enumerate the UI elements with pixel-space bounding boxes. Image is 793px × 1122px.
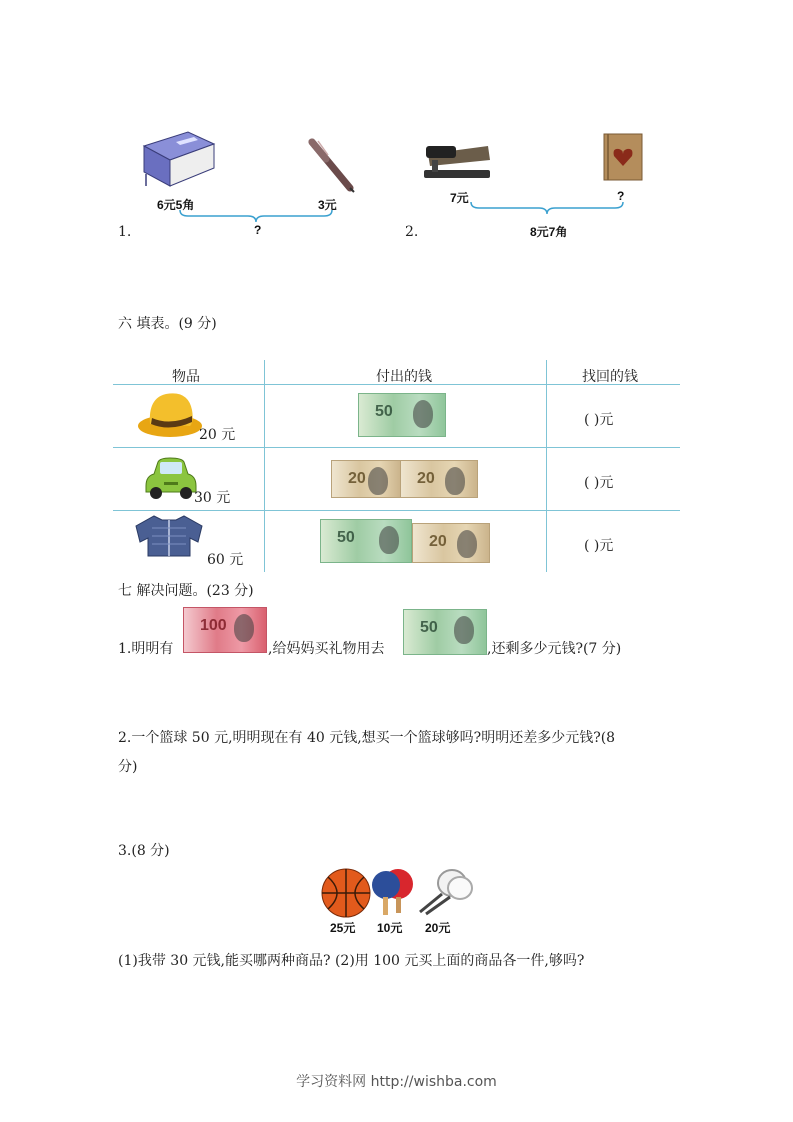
q2-line1: 2.一个篮球 50 元,明明现在有 40 元钱,想买一个篮球够吗?明明还差多少元钱?(8	[118, 730, 616, 746]
basketball-image	[320, 867, 372, 919]
row2-change: ( )元	[584, 475, 614, 491]
badminton-price: 20元	[425, 921, 451, 935]
banknote-20	[400, 460, 478, 498]
note-value: 50	[337, 529, 355, 546]
row3-change: ( )元	[584, 538, 614, 554]
table-header-change: 找回的钱	[582, 369, 638, 385]
p2-left-price: 7元	[450, 191, 469, 205]
banknote-20	[331, 460, 401, 498]
q2-line2: 分)	[118, 759, 138, 775]
note-value: 50	[375, 403, 393, 420]
q1-part-b: ,给妈妈买礼物用去	[268, 641, 385, 657]
sweater-image	[132, 514, 206, 558]
banknote-50	[358, 393, 446, 437]
basketball-price: 25元	[330, 921, 356, 935]
pen-image	[306, 138, 358, 194]
section7-title: 七 解决问题。(23 分)	[118, 583, 254, 599]
p1-left-price: 6元5角	[157, 198, 195, 212]
banknote-50	[320, 519, 412, 563]
stapler-image	[422, 140, 494, 184]
note-value: 100	[200, 617, 227, 634]
car-image	[142, 456, 198, 502]
p2-brace	[469, 202, 625, 216]
pingpong-paddles-image	[370, 867, 416, 917]
q3-question: (1)我带 30 元钱,能买哪两种商品? (2)用 100 元买上面的商品各一件,够吗?	[118, 953, 585, 969]
note-value: 20	[348, 470, 366, 487]
table-rule	[546, 360, 547, 572]
table-rule	[113, 447, 680, 448]
table-rule	[113, 510, 680, 511]
p1-brace	[178, 210, 334, 224]
q3-title: 3.(8 分)	[118, 843, 170, 859]
badminton-rackets-image	[414, 866, 474, 918]
table-header-paid: 付出的钱	[376, 369, 432, 385]
table-rule	[264, 360, 265, 572]
note-value: 50	[420, 619, 438, 636]
row1-price: 20 元	[199, 427, 236, 443]
row1-change: ( )元	[584, 412, 614, 428]
notebook-image	[600, 132, 646, 182]
footer-text: 学习资料网 http://wishba.com	[296, 1074, 497, 1090]
banknote-50	[403, 609, 487, 655]
section6-title: 六 填表。(9 分)	[118, 316, 217, 332]
row2-price: 30 元	[194, 490, 231, 506]
pingpong-price: 10元	[377, 921, 403, 935]
row3-price: 60 元	[207, 552, 244, 568]
table-header-item: 物品	[172, 369, 200, 385]
q1-part-c: ,还剩多少元钱?(7 分)	[487, 641, 622, 657]
note-value: 20	[417, 470, 435, 487]
banknote-100	[183, 607, 267, 653]
q1-part-a: 1.明明有	[118, 641, 174, 657]
p2-number: 2.	[405, 224, 419, 240]
p2-total: 8元7角	[530, 225, 568, 239]
p1-number: 1.	[118, 224, 132, 240]
hat-image	[136, 388, 208, 440]
banknote-20	[412, 523, 490, 563]
p2-right-price: ?	[617, 189, 625, 203]
p1-total: ?	[254, 223, 262, 237]
note-value: 20	[429, 533, 447, 550]
p1-right-price: 3元	[318, 198, 337, 212]
book-image	[138, 128, 218, 190]
